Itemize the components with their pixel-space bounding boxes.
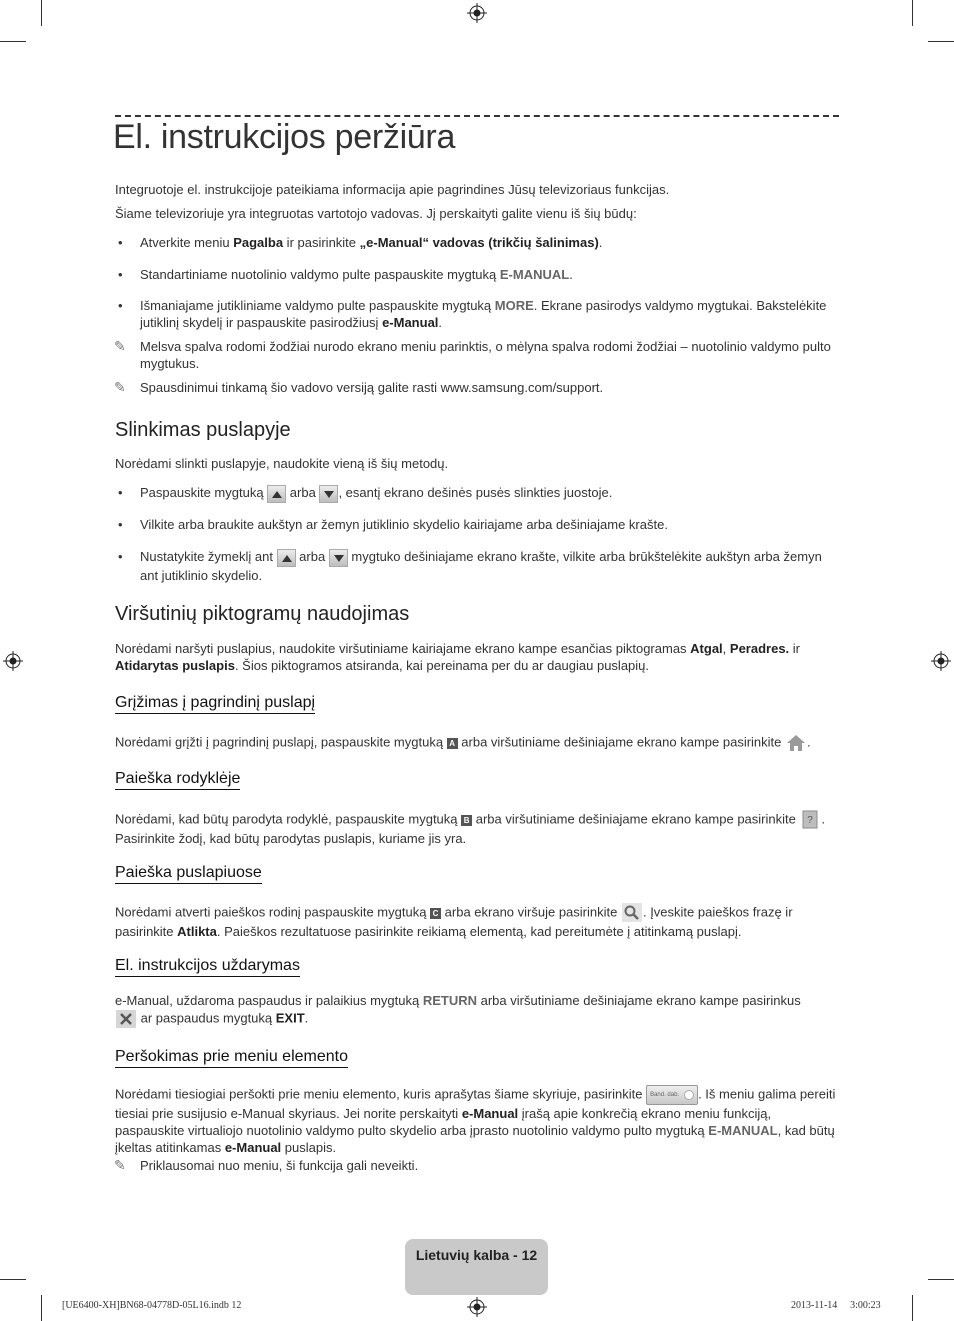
crop-mark — [928, 1279, 954, 1280]
subheading-home: Grįžimas į pagrindinį puslapį — [115, 694, 315, 714]
registration-mark-icon — [931, 651, 951, 671]
registration-mark-icon — [3, 651, 23, 671]
text: Norėdami, kad būtų parodyta rodyklė, paspauskite mygtuką — [115, 811, 462, 827]
text: . — [821, 811, 826, 827]
page-title: El. instrukcijos peržiūra — [113, 118, 456, 156]
text: , — [722, 641, 730, 656]
index-text — [115, 810, 841, 847]
text: arba viršutiniame dešiniajame ekrano kampe pasirinkite — [457, 734, 785, 750]
file-info: [UE6400-XH]BN68-04778D-05L16.indb 12 — [62, 1300, 242, 1311]
bullet: • — [118, 235, 123, 250]
crop-mark — [912, 1295, 913, 1321]
text: Išmaniajame jutikliniame valdymo pulte paspauskite mygtuką — [140, 298, 495, 313]
icon-name: Atgal — [690, 641, 723, 656]
registration-mark-icon — [467, 3, 487, 23]
list-item — [140, 297, 840, 331]
text: Atverkite meniu — [140, 235, 234, 250]
list-item — [140, 266, 840, 283]
crop-mark — [912, 0, 913, 26]
note: Melsva spalva rodomi žodžiai nurodo ekrano meniu parinktis, o mėlyna spalva rodomi žodžiai – nuotolinio valdymo pulto mygtukus. — [140, 339, 831, 371]
subheading-index: Paieška rodyklėje — [115, 770, 240, 790]
text: Standartiniame nuotolinio valdymo pulte paspauskite mygtuką — [140, 267, 500, 282]
text: mygtuko dešiniajame ekrano krašte, vilkite arba brūkštelėkite aukštyn arba žemyn ant jutiklinio skydelio. — [140, 549, 822, 583]
crop-mark — [0, 1279, 26, 1280]
note-pencil-icon: ✎ — [114, 1157, 126, 1173]
crop-mark — [41, 0, 42, 26]
option-name: Atlikta — [177, 924, 217, 939]
list-item: Vilkite arba braukite aukštyn ar žemyn jutiklinio skydelio kairiajame arba dešiniajame krašte. — [140, 517, 668, 532]
section-heading-icons: Viršutinių piktogramų naudojimas — [115, 603, 410, 625]
icons-intro — [115, 640, 841, 674]
search-text — [115, 903, 841, 940]
icon-name: Peradres. — [729, 641, 790, 656]
remote-key: E-MANUAL — [708, 1123, 778, 1138]
key-a-icon: A — [447, 738, 458, 749]
home-icon — [785, 733, 807, 753]
menu-option: e-Manual — [382, 315, 439, 330]
text: , kad būtų įkeltas atitinkamas — [115, 1123, 835, 1155]
text: . — [598, 235, 603, 250]
scroll-down-icon — [329, 549, 348, 567]
text: e-Manual, uždaroma paspaudus ir palaikius mygtuką — [115, 993, 423, 1008]
note-pencil-icon: ✎ — [114, 338, 126, 354]
text: įrašą apie konkrečią ekrano meniu funkciją, paspauskite virtualiojo nuotolinio valdymo pulto skydelio arba įprasto nuotolinio valdymo pulto mygtuką — [115, 1106, 772, 1138]
crop-mark — [928, 41, 954, 42]
list-item — [140, 234, 840, 251]
text: Nustatykite žymeklį ant — [140, 549, 277, 564]
text: Norėdami atverti paieškos rodinį paspauskite mygtuką — [115, 904, 431, 920]
remote-key: MORE — [494, 298, 534, 313]
text: Norėdami grįžti į pagrindinį puslapį, paspauskite mygtuką — [115, 734, 447, 750]
text: arba ekrano viršuje pasirinkite — [441, 904, 621, 920]
try-now-label: Band. dab. — [650, 1092, 680, 1098]
text: Norėdami tiesiogiai peršokti prie meniu elemento, kuris aprašytas šiame skyriuje, pasirinkite — [115, 1086, 647, 1102]
icon-name: Atidarytas puslapis — [115, 658, 235, 673]
text: , esantį ekrano dešinės pusės slinkties juostoje. — [338, 485, 613, 500]
close-icon — [115, 1009, 137, 1029]
intro-line-1: Integruotoje el. instrukcijoje pateikiama informacija apie pagrindines Jūsų televizoriaus funkcijas. — [115, 182, 670, 197]
text: . Šios piktogramos atsiranda, kai pereinama per du ar daugiau puslapių. — [234, 658, 650, 673]
bullet: • — [118, 485, 123, 500]
text: . Iš meniu galima pereiti tiesiai prie susijusio e-Manual skyriaus. Jei norite perskaityti — [115, 1086, 836, 1121]
intro-line-2: Šiame televizoriuje yra integruotas vartotojo vadovas. Jį perskaityti galite vienu iš šių būdų: — [115, 206, 637, 221]
subheading-search: Paieška puslapiuose — [115, 864, 262, 884]
bullet: • — [118, 549, 123, 564]
note-pencil-icon: ✎ — [114, 379, 126, 395]
text: arba viršutiniame dešiniajame ekrano kampe pasirinkite — [472, 811, 800, 827]
section-heading-scroll: Slinkimas puslapyje — [115, 419, 291, 441]
scroll-down-icon — [319, 485, 338, 503]
key-c-icon: C — [430, 908, 441, 919]
text: Pasirinkite žodį, kad būtų parodytas puslapis, kuriame jis yra. — [115, 831, 467, 846]
page-label: Lietuvių kalba - 12 — [415, 1247, 538, 1263]
jump-text — [115, 1085, 841, 1156]
text: puslapis. — [281, 1140, 337, 1155]
subheading-close: El. instrukcijos uždarymas — [115, 957, 300, 977]
index-icon — [799, 810, 821, 830]
bullet: • — [118, 267, 123, 282]
list-item — [140, 548, 840, 584]
list-item — [140, 484, 840, 503]
search-icon — [621, 903, 643, 923]
text: arba — [286, 485, 320, 500]
registration-mark-icon — [467, 1297, 487, 1317]
option-name: e-Manual — [224, 1140, 282, 1155]
text: . — [807, 734, 811, 750]
scroll-up-icon — [277, 549, 296, 567]
text: . Ekrane pasirodys valdymo mygtukai. Bakstelėkite jutiklinį skydelį ir paspauskite pasirodžiusį — [140, 298, 827, 330]
try-now-button — [646, 1085, 698, 1105]
title-divider — [115, 115, 839, 117]
play-icon — [684, 1090, 694, 1100]
text: ir — [789, 641, 801, 656]
svg-text:?: ? — [807, 815, 814, 826]
scroll-intro: Norėdami slinkti puslapyje, naudokite vieną iš šių metodų. — [115, 456, 449, 471]
text: arba — [295, 549, 329, 564]
text: Norėdami naršyti puslapius, naudokite viršutiniame kairiajame ekrano kampe esančias piktogramas — [115, 641, 691, 656]
text: . Paieškos rezultatuose pasirinkite reikiamą elementą, kad pereitumėte į atitinkamą puslapį. — [216, 924, 742, 939]
text: . — [304, 1010, 309, 1026]
page-number-tab — [405, 1239, 548, 1295]
text: . Įveskite paieškos frazę ir pasirinkite — [115, 904, 793, 939]
menu-name: Pagalba — [233, 235, 284, 250]
crop-mark — [0, 41, 26, 42]
note: Priklausomai nuo meniu, ši funkcija gali neveikti. — [140, 1158, 419, 1173]
option-name: e-Manual — [461, 1106, 519, 1121]
text: . — [569, 267, 573, 282]
text: ir pasirinkite — [283, 235, 360, 250]
text: Paspauskite mygtuką — [140, 485, 268, 500]
bullet: • — [118, 298, 123, 313]
text: arba viršutiniame dešiniajame ekrano kampe pasirinkus — [477, 993, 801, 1008]
remote-key: E-MANUAL — [499, 267, 570, 282]
home-text — [115, 733, 841, 753]
remote-key: RETURN — [422, 993, 478, 1008]
menu-option: „e-Manual“ vadovas (trikčių šalinimas) — [359, 235, 599, 250]
close-text — [115, 992, 841, 1029]
scroll-up-icon — [267, 485, 286, 503]
crop-mark — [41, 1295, 42, 1321]
bullet: • — [118, 517, 123, 532]
text: . — [438, 315, 443, 330]
key-b-icon: B — [461, 815, 472, 826]
text: ar paspaudus mygtuką — [137, 1010, 276, 1026]
subheading-jump: Peršokimas prie meniu elemento — [115, 1048, 348, 1068]
print-timestamp: 2013-11-14 ￿ 3:00:23 — [791, 1300, 881, 1311]
remote-key: EXIT — [275, 1010, 305, 1026]
note: Spausdinimui tinkamą šio vadovo versiją galite rasti www.samsung.com/support. — [140, 380, 604, 395]
